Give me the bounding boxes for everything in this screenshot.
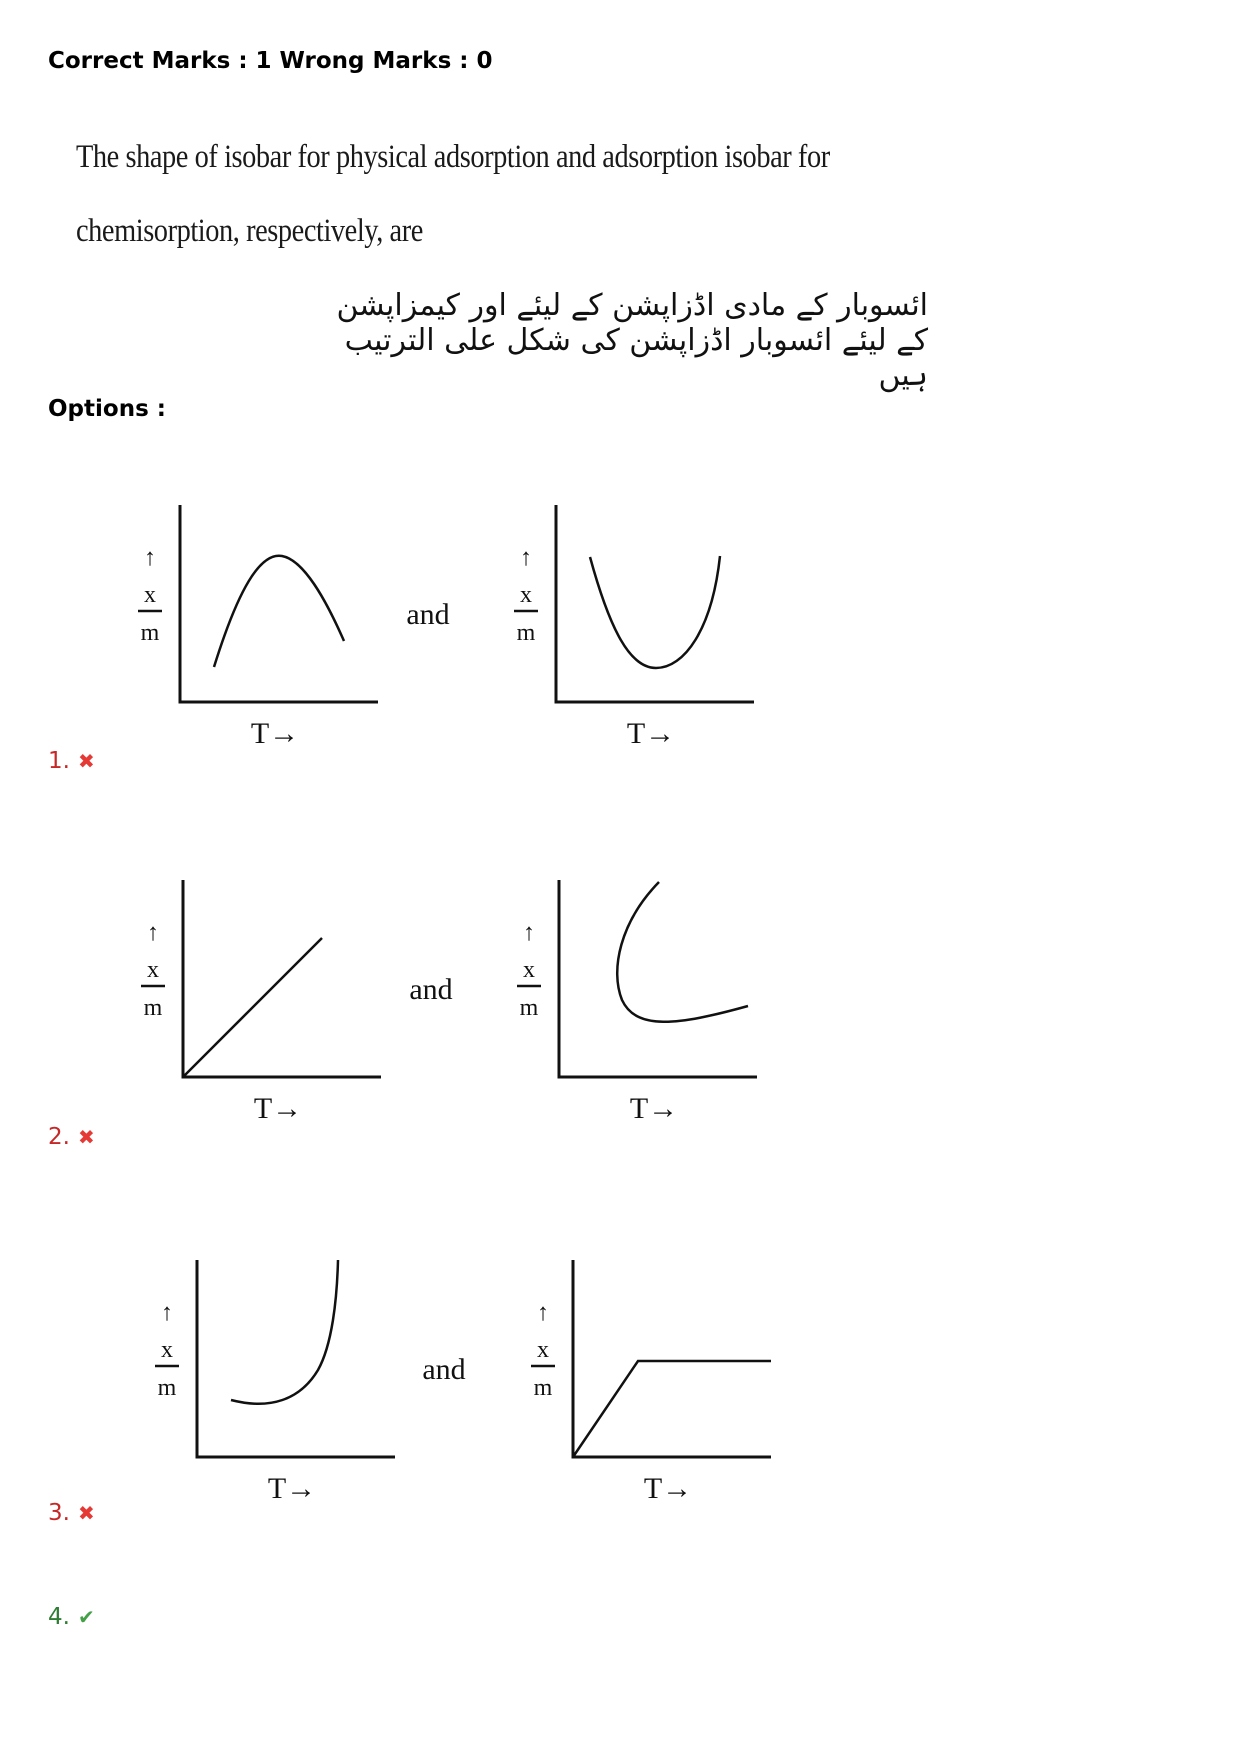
option-1-number: 1. bbox=[48, 748, 70, 774]
option-2-right-y-bottom: m bbox=[519, 995, 539, 1021]
option-1-right-y-top: x bbox=[520, 582, 532, 608]
option-2-left-x-label: T→ bbox=[253, 1092, 303, 1125]
wrong-icon: ✖ bbox=[77, 1501, 95, 1525]
option-3-right-curve bbox=[573, 1361, 771, 1457]
question-text-english: The shape of isobar for physical adsorption and adsorption isobar for chemisorption, respectively, are bbox=[76, 139, 830, 249]
option-2[interactable] bbox=[48, 1124, 95, 1150]
option-1[interactable] bbox=[48, 748, 95, 774]
option-2-right-curve bbox=[617, 882, 748, 1022]
option-2-right-x-label: T→ bbox=[629, 1092, 679, 1125]
wrong-icon: ✖ bbox=[77, 1125, 95, 1149]
option-2-left-y-bottom: m bbox=[143, 995, 163, 1021]
option-3-right-y-top: x bbox=[537, 1337, 549, 1363]
option-3-graphs bbox=[197, 1260, 771, 1457]
option-1-left-x-label: T→ bbox=[250, 717, 300, 750]
option-2-right-y-arrow: ↑ bbox=[523, 920, 535, 946]
option-3-right-axes bbox=[573, 1260, 771, 1457]
question-text-urdu: ائسوبار کے مادی اڈزاپشن کے لیئے اور کیمزاپشن کے لیئے ائسوبار اڈزاپشن کی شکل علی الترتیب ہیں bbox=[336, 288, 928, 393]
marks-info: Correct Marks : 1 Wrong Marks : 0 bbox=[48, 48, 493, 74]
option-1-right-y-bottom: m bbox=[516, 620, 536, 646]
option-4[interactable] bbox=[48, 1604, 95, 1630]
wrong-icon: ✖ bbox=[77, 749, 95, 773]
option-3-left-x-label: T→ bbox=[267, 1472, 317, 1505]
option-3-right-x-label: T→ bbox=[643, 1472, 693, 1505]
check-icon: ✔ bbox=[77, 1605, 95, 1629]
option-1-left-y-top: x bbox=[144, 582, 156, 608]
option-2-number: 2. bbox=[48, 1124, 70, 1150]
option-1-connector: and bbox=[406, 598, 450, 631]
option-3-left-y-bottom: m bbox=[157, 1375, 177, 1401]
option-3-right-y-bottom: m bbox=[533, 1375, 553, 1401]
option-1-right-curve bbox=[590, 556, 720, 668]
option-2-right-axes bbox=[559, 880, 757, 1077]
option-2-left-y-arrow: ↑ bbox=[147, 920, 159, 946]
option-1-left-y-arrow: ↑ bbox=[144, 545, 156, 571]
option-3-left-y-top: x bbox=[161, 1337, 173, 1363]
option-3[interactable] bbox=[48, 1500, 95, 1526]
option-2-graphs bbox=[183, 880, 757, 1077]
option-2-right-y-top: x bbox=[523, 957, 535, 983]
option-1-graphs bbox=[180, 505, 754, 702]
option-3-number: 3. bbox=[48, 1500, 70, 1526]
option-2-connector: and bbox=[409, 973, 453, 1006]
option-2-left-y-top: x bbox=[147, 957, 159, 983]
option-3-right-y-arrow: ↑ bbox=[537, 1300, 549, 1326]
option-1-left-axes bbox=[180, 505, 378, 702]
options-label: Options : bbox=[48, 396, 166, 422]
option-3-left-curve bbox=[231, 1260, 338, 1404]
option-2-left-curve bbox=[183, 938, 322, 1077]
option-1-right-y-arrow: ↑ bbox=[520, 545, 532, 571]
option-4-number: 4. bbox=[48, 1604, 70, 1630]
option-3-left-y-arrow: ↑ bbox=[161, 1300, 173, 1326]
option-3-left-axes bbox=[197, 1260, 395, 1457]
option-1-right-axes bbox=[556, 505, 754, 702]
option-1-left-curve bbox=[214, 556, 344, 667]
option-3-connector: and bbox=[422, 1353, 466, 1386]
option-1-right-x-label: T→ bbox=[626, 717, 676, 750]
option-1-left-y-bottom: m bbox=[140, 620, 160, 646]
